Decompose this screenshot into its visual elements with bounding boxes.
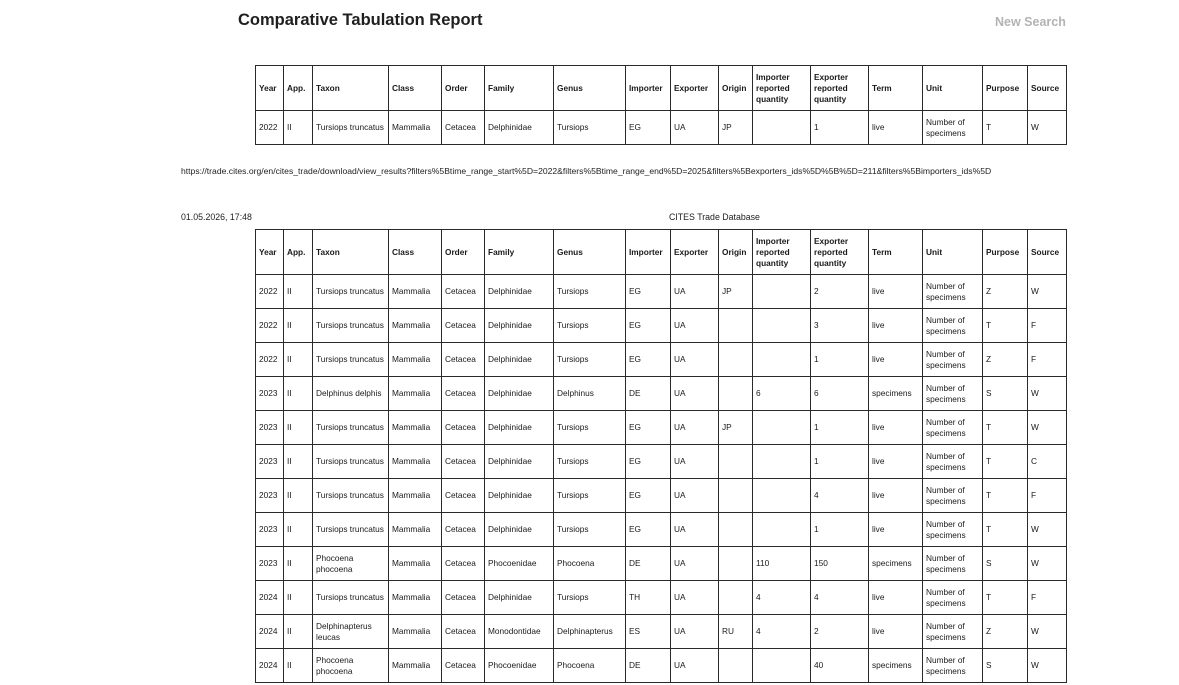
table-cell: Tursiops [554,411,626,445]
table-cell: 2 [811,275,869,309]
table-cell: DE [626,649,671,683]
column-header: Exporter reported quantity [811,230,869,275]
table-cell: live [869,615,923,649]
table-cell: Cetacea [442,275,485,309]
table-cell: T [983,309,1028,343]
column-header: App. [284,66,313,111]
table-cell: UA [671,111,719,145]
table-cell: W [1028,275,1067,309]
table-cell: 1 [811,111,869,145]
table-row [256,547,1067,581]
column-header: Unit [923,230,983,275]
table-cell: UA [671,411,719,445]
table-cell: 2023 [256,547,284,581]
table-cell: II [284,411,313,445]
table-cell: 2 [811,615,869,649]
table-cell: ES [626,615,671,649]
table-row [256,513,1067,547]
table-cell: F [1028,309,1067,343]
table-cell: Tursiops [554,111,626,145]
table-cell: Tursiops truncatus [313,411,389,445]
table-cell: II [284,547,313,581]
column-header: Genus [554,66,626,111]
table-row [256,275,1067,309]
table-cell [719,479,753,513]
column-header: Source [1028,230,1067,275]
table-cell: Cetacea [442,513,485,547]
table-cell [719,581,753,615]
table-cell: Tursiops [554,581,626,615]
table-cell: 6 [811,377,869,411]
table-cell: Z [983,343,1028,377]
table-cell [719,445,753,479]
table-cell: live [869,411,923,445]
table-cell: EG [626,111,671,145]
table-cell: Mammalia [389,513,442,547]
table-cell: Delphinidae [485,111,554,145]
table-cell: Number of specimens [923,445,983,479]
table-cell: W [1028,649,1067,683]
table-cell: specimens [869,649,923,683]
table-cell: 2023 [256,513,284,547]
table-cell: Number of specimens [923,343,983,377]
table-cell: Tursiops [554,343,626,377]
table-cell: DE [626,377,671,411]
table-cell: JP [719,111,753,145]
column-header: Purpose [983,230,1028,275]
table-cell: Phocoena phocoena [313,547,389,581]
table-cell: Mammalia [389,547,442,581]
table-cell: 2023 [256,479,284,513]
table-cell: UA [671,547,719,581]
table-cell: T [983,445,1028,479]
table-cell: live [869,111,923,145]
table-cell: Tursiops truncatus [313,343,389,377]
table-cell: live [869,343,923,377]
table-cell: Mammalia [389,445,442,479]
table-cell: Tursiops [554,275,626,309]
table-cell: S [983,377,1028,411]
table-cell: Tursiops truncatus [313,111,389,145]
table-cell: EG [626,479,671,513]
table-cell: T [983,479,1028,513]
table-cell: EG [626,445,671,479]
table-cell: JP [719,411,753,445]
table-cell: 4 [753,615,811,649]
column-header: Class [389,66,442,111]
table-cell [719,649,753,683]
table-cell: Delphinidae [485,309,554,343]
table-cell: II [284,581,313,615]
table-cell: W [1028,111,1067,145]
column-header: Exporter reported quantity [811,66,869,111]
table-cell: W [1028,513,1067,547]
table-cell: Cetacea [442,615,485,649]
main-results-table [255,229,1067,683]
table-cell: 150 [811,547,869,581]
table-cell: 3 [811,309,869,343]
column-header: Exporter [671,230,719,275]
column-header: Taxon [313,230,389,275]
table-cell: W [1028,377,1067,411]
table-cell: Tursiops truncatus [313,445,389,479]
table-cell [753,309,811,343]
table-cell [719,377,753,411]
table-cell: 4 [753,581,811,615]
table-cell: 4 [811,581,869,615]
table-cell: S [983,547,1028,581]
table-cell: Delphinus delphis [313,377,389,411]
table-cell: Tursiops [554,513,626,547]
table-cell: II [284,343,313,377]
column-header: Year [256,66,284,111]
table-cell: UA [671,615,719,649]
table-cell: Tursiops [554,479,626,513]
table-cell: Cetacea [442,377,485,411]
table-cell: Delphinidae [485,445,554,479]
table-cell: 2024 [256,649,284,683]
table-cell: Delphinidae [485,479,554,513]
table-cell: Cetacea [442,581,485,615]
table-cell: Delphinapterus [554,615,626,649]
table-cell: Delphinidae [485,343,554,377]
table-cell: F [1028,479,1067,513]
table-cell: Cetacea [442,309,485,343]
table-cell: UA [671,275,719,309]
table-row [256,111,1067,145]
column-header: Genus [554,230,626,275]
table-cell: Mammalia [389,343,442,377]
table-cell: Cetacea [442,343,485,377]
table-cell: Tursiops truncatus [313,513,389,547]
table-cell: UA [671,479,719,513]
column-header: Origin [719,230,753,275]
new-search-link[interactable]: New Search [995,15,1066,29]
table-cell: 2023 [256,377,284,411]
table-cell: 6 [753,377,811,411]
table-cell: Tursiops truncatus [313,309,389,343]
table-cell: UA [671,649,719,683]
table-cell: 1 [811,343,869,377]
table-cell: Mammalia [389,479,442,513]
table-cell: II [284,309,313,343]
table-cell: Number of specimens [923,111,983,145]
column-header: Year [256,230,284,275]
column-header: Importer reported quantity [753,230,811,275]
table-cell: C [1028,445,1067,479]
table-cell: T [983,411,1028,445]
column-header: Term [869,66,923,111]
table-cell [719,513,753,547]
table-cell: W [1028,547,1067,581]
table-cell: Mammalia [389,615,442,649]
table-cell: 2022 [256,275,284,309]
table-cell: 2022 [256,343,284,377]
column-header: Importer [626,66,671,111]
table-row [256,649,1067,683]
table-cell: Phocoena [554,649,626,683]
table-cell: T [983,111,1028,145]
table-cell: 1 [811,445,869,479]
table-row [256,445,1067,479]
table-cell: EG [626,513,671,547]
table-cell: specimens [869,547,923,581]
column-header: Family [485,230,554,275]
table-cell [719,309,753,343]
table-cell: II [284,445,313,479]
top-results-table [255,65,1067,145]
table-cell: UA [671,513,719,547]
table-cell [753,111,811,145]
table-cell: 1 [811,513,869,547]
table-row [256,581,1067,615]
column-header: Order [442,230,485,275]
table-cell: EG [626,343,671,377]
table-header-row [256,230,1067,275]
column-header: App. [284,230,313,275]
column-header: Class [389,230,442,275]
table-cell [753,445,811,479]
source-url: https://trade.cites.org/en/cites_trade/download/view_results?filters%5Btime_range_start%5D=2022&filters%5Btime_range_end%5D=2025&filters%5Bexporters_ids%5D%5B%5D=211&filters%5Bimporters_ids%5D [181,166,992,176]
column-header: Family [485,66,554,111]
table-cell: Number of specimens [923,615,983,649]
table-cell: F [1028,581,1067,615]
table-cell: 2023 [256,411,284,445]
table-cell: 4 [811,479,869,513]
table-cell: Number of specimens [923,513,983,547]
table-cell [753,479,811,513]
table-cell: Delphinapterus leucas [313,615,389,649]
table-cell: Phocoenidae [485,649,554,683]
table-cell [753,343,811,377]
table-cell: UA [671,445,719,479]
database-name: CITES Trade Database [669,212,760,222]
table-cell: Tursiops truncatus [313,581,389,615]
column-header: Origin [719,66,753,111]
table-cell: TH [626,581,671,615]
table-cell: 1 [811,411,869,445]
column-header: Unit [923,66,983,111]
table-cell: Monodontidae [485,615,554,649]
table-cell: II [284,111,313,145]
table-cell: Delphinidae [485,513,554,547]
table-cell: live [869,479,923,513]
table-cell: Mammalia [389,309,442,343]
column-header: Source [1028,66,1067,111]
table-cell: II [284,513,313,547]
table-row [256,615,1067,649]
table-cell: Tursiops [554,309,626,343]
table-cell: live [869,309,923,343]
table-cell: 40 [811,649,869,683]
table-cell: 2022 [256,111,284,145]
table-cell [753,275,811,309]
table-cell: Number of specimens [923,309,983,343]
table-cell: 110 [753,547,811,581]
table-cell: 2022 [256,309,284,343]
table-cell: Number of specimens [923,479,983,513]
table-cell: T [983,513,1028,547]
table-cell: Z [983,275,1028,309]
table-cell: RU [719,615,753,649]
table-cell: W [1028,615,1067,649]
table-cell: Mammalia [389,275,442,309]
table-row [256,479,1067,513]
table-cell: Number of specimens [923,649,983,683]
table-cell: Number of specimens [923,275,983,309]
table-cell: 2024 [256,615,284,649]
table-cell: II [284,377,313,411]
table-cell: Tursiops [554,445,626,479]
table-cell: Delphinidae [485,377,554,411]
table-cell: EG [626,275,671,309]
table-row [256,377,1067,411]
table-cell: live [869,275,923,309]
table-cell: Mammalia [389,581,442,615]
table-cell: S [983,649,1028,683]
table-cell: Mammalia [389,111,442,145]
table-cell: JP [719,275,753,309]
table-cell: specimens [869,377,923,411]
table-cell: Tursiops truncatus [313,479,389,513]
table-cell: Cetacea [442,479,485,513]
table-cell: Delphinidae [485,411,554,445]
table-cell: Number of specimens [923,581,983,615]
table-cell: Cetacea [442,411,485,445]
report-title: Comparative Tabulation Report [238,11,483,29]
table-cell: Cetacea [442,649,485,683]
table-cell: II [284,649,313,683]
table-cell: II [284,275,313,309]
table-row [256,309,1067,343]
table-cell: Delphinus [554,377,626,411]
table-cell: 2024 [256,581,284,615]
column-header: Term [869,230,923,275]
table-cell: II [284,615,313,649]
table-cell: Cetacea [442,445,485,479]
table-cell: UA [671,309,719,343]
table-cell [719,343,753,377]
column-header: Exporter [671,66,719,111]
table-cell: II [284,479,313,513]
table-cell: T [983,581,1028,615]
table-cell: UA [671,343,719,377]
table-cell: Mammalia [389,377,442,411]
table-header-row [256,66,1067,111]
table-cell [753,411,811,445]
column-header: Purpose [983,66,1028,111]
table-cell: Number of specimens [923,377,983,411]
table-cell: EG [626,309,671,343]
table-cell: live [869,581,923,615]
table-cell: F [1028,343,1067,377]
table-cell: DE [626,547,671,581]
table-cell: Number of specimens [923,411,983,445]
table-cell: Cetacea [442,547,485,581]
table-cell: live [869,445,923,479]
table-cell [753,649,811,683]
table-cell: Z [983,615,1028,649]
table-cell: EG [626,411,671,445]
print-date: 01.05.2026, 17:48 [181,212,252,222]
table-cell: Tursiops truncatus [313,275,389,309]
table-cell: Mammalia [389,649,442,683]
table-cell: UA [671,377,719,411]
column-header: Order [442,66,485,111]
table-cell: 2023 [256,445,284,479]
table-cell: Delphinidae [485,275,554,309]
table-cell: Mammalia [389,411,442,445]
table-cell: live [869,513,923,547]
table-cell: Phocoena phocoena [313,649,389,683]
table-cell: Number of specimens [923,547,983,581]
table-cell [753,513,811,547]
table-cell: Phocoenidae [485,547,554,581]
column-header: Importer [626,230,671,275]
table-row [256,343,1067,377]
column-header: Importer reported quantity [753,66,811,111]
table-row [256,411,1067,445]
table-cell [719,547,753,581]
table-cell: UA [671,581,719,615]
table-cell: Cetacea [442,111,485,145]
table-cell: Delphinidae [485,581,554,615]
table-cell: W [1028,411,1067,445]
table-cell: Phocoena [554,547,626,581]
column-header: Taxon [313,66,389,111]
